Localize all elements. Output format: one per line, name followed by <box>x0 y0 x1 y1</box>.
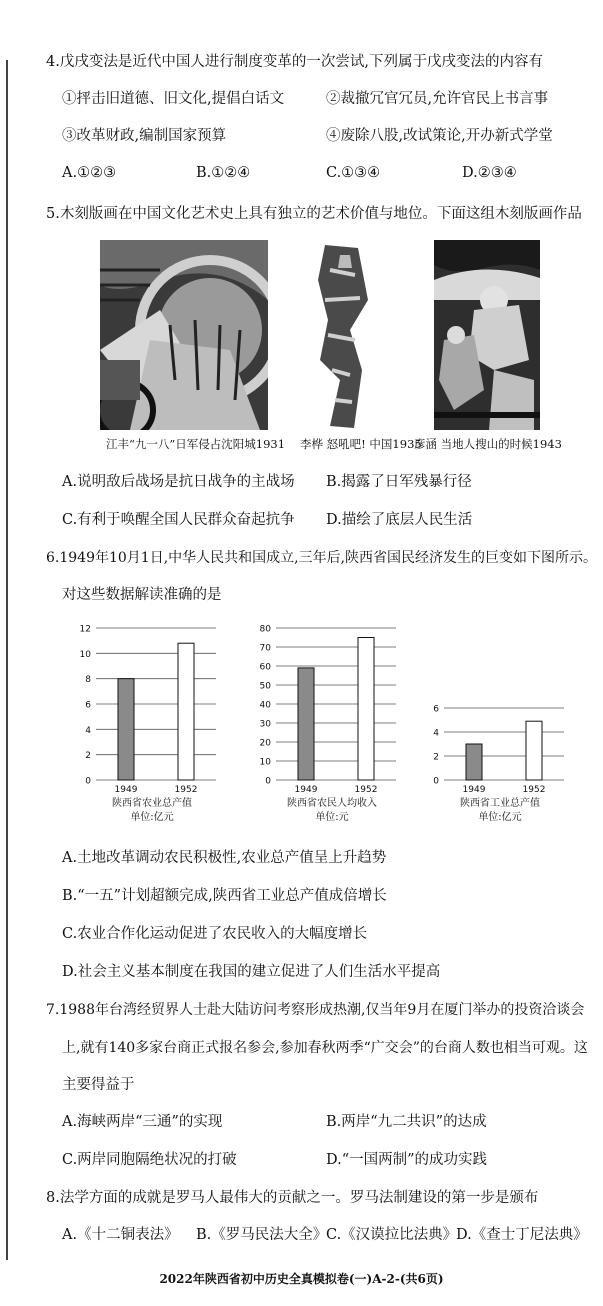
bar-1952 <box>526 721 542 780</box>
bar-1949 <box>466 744 482 780</box>
q6-option-d: D.社会主义基本制度在我国的建立促进了人们生活水平提高 <box>62 964 441 980</box>
page-footer: 2022年陕西省初中历史全真模拟卷(一)A-2-(共6页) <box>159 1272 444 1286</box>
chart-farmer-income <box>254 618 414 830</box>
y-tick-label: 40 <box>259 700 271 711</box>
q8-option-a: A.《十二铜表法》 <box>62 1227 179 1243</box>
q8-option-d: D.《查士丁尼法典》 <box>456 1227 588 1243</box>
q4-option-a: A.①②③ <box>62 165 117 181</box>
y-tick-label: 8 <box>85 675 91 686</box>
unit-label: 单位:元 <box>315 812 349 823</box>
q5-stem: 5.木刻版画在中国文化艺术史上具有独立的艺术价值与地位。下面这组木刻版画作品 <box>46 206 582 222</box>
y-tick-label: 6 <box>85 700 91 711</box>
margin-rule <box>6 60 8 1260</box>
unit-label: 单位:亿元 <box>478 812 522 823</box>
q8-option-b: B.《罗马民法大全》 <box>196 1227 328 1243</box>
q5-caption-3: 彦涵 当地人搜山的时候1943 <box>414 437 562 451</box>
y-tick-label: 4 <box>85 725 91 736</box>
q6-option-a: A.土地改革调动农民积极性,农业总产值呈上升趋势 <box>62 850 387 866</box>
x-axis-label: 陕西省工业总产值 <box>460 798 540 809</box>
bar-1952 <box>358 638 374 781</box>
x-tick-label: 1952 <box>354 785 378 795</box>
q6-option-c: C.农业合作化运动促进了农民收入的大幅度增长 <box>62 926 368 942</box>
q4-item-3: ③改革财政,编制国家预算 <box>62 128 227 144</box>
q4-option-d: D.②③④ <box>462 165 517 181</box>
y-tick-label: 0 <box>433 776 439 787</box>
q7-option-a: A.海峡两岸“三通”的实现 <box>62 1114 223 1130</box>
y-tick-label: 0 <box>265 776 271 787</box>
q4-item-2: ②裁撤冗官冗员,允许官民上书言事 <box>326 91 549 107</box>
woodcut-roar-china-image <box>310 240 376 430</box>
bar-1952 <box>178 643 194 780</box>
x-axis-label: 陕西省农民人均收入 <box>287 798 377 809</box>
x-tick-label: 1949 <box>114 785 138 795</box>
chart-agricultural-output <box>70 618 240 830</box>
bar-1949 <box>298 668 314 780</box>
q4-option-b: B.①②④ <box>196 165 251 181</box>
y-tick-label: 0 <box>85 776 91 787</box>
y-tick-label: 4 <box>433 728 439 739</box>
q6-option-b: B.“一五”计划超额完成,陕西省工业总产值成倍增长 <box>62 888 387 904</box>
unit-label: 单位:亿元 <box>130 812 174 823</box>
y-tick-label: 20 <box>259 738 271 749</box>
q5-option-c: C.有利于唤醒全国人民群众奋起抗争 <box>62 512 295 528</box>
q6-stem: 6.1949年10月1日,中华人民共和国成立,三年后,陕西省国民经济发生的巨变如下图所示。 <box>46 550 598 566</box>
q7-line-1: 7.1988年台湾经贸界人士赴大陆访问考察形成热潮,仅当年9月在厦门举办的投资洽谈会 <box>46 1002 585 1018</box>
y-tick-label: 70 <box>259 643 271 654</box>
y-tick-label: 10 <box>79 649 91 660</box>
x-tick-label: 1949 <box>462 785 486 795</box>
x-axis-label: 陕西省农业总产值 <box>112 798 192 809</box>
woodcut-search-mountain-image <box>434 240 540 430</box>
q4-stem: 4.戊戌变法是近代中国人进行制度变革的一次尝试,下列属于戊戌变法的内容有 <box>46 54 543 70</box>
y-tick-label: 12 <box>79 624 91 635</box>
q5-caption-2: 李桦 怒吼吧! 中国1935 <box>300 437 422 451</box>
q7-option-d: D.“一国两制”的成功实践 <box>326 1152 488 1168</box>
q8-stem: 8.法学方面的成就是罗马人最伟大的贡献之一。罗马法制建设的第一步是颁布 <box>46 1190 539 1206</box>
woodcut-shenyang-image <box>100 240 268 430</box>
q4-option-c: C.①③④ <box>326 165 381 181</box>
q5-option-a: A.说明敌后战场是抗日战争的主战场 <box>62 474 295 490</box>
y-tick-label: 10 <box>259 757 271 768</box>
y-tick-label: 60 <box>259 662 271 673</box>
x-tick-label: 1952 <box>174 785 198 795</box>
q7-option-b: B.两岸“九二共识”的达成 <box>326 1114 487 1130</box>
q5-caption-1: 江丰“九一八”日军侵占沈阳城1931 <box>106 437 286 451</box>
q8-option-c: C.《汉谟拉比法典》 <box>326 1227 458 1243</box>
q7-line-2: 上,就有140多家台商正式报名参会,参加春秋两季“广交会”的台商人数也相当可观。这 <box>62 1040 588 1056</box>
x-tick-label: 1949 <box>294 785 318 795</box>
y-tick-label: 2 <box>433 752 439 763</box>
y-tick-label: 2 <box>85 751 91 762</box>
q5-option-b: B.揭露了日军残暴行径 <box>326 474 472 490</box>
y-tick-label: 30 <box>259 719 271 730</box>
q7-option-c: C.两岸同胞隔绝状况的打破 <box>62 1152 237 1168</box>
y-tick-label: 6 <box>433 704 439 715</box>
x-tick-label: 1952 <box>522 785 546 795</box>
q4-item-4: ④废除八股,改试策论,开办新式学堂 <box>326 128 553 144</box>
q4-item-1: ①抨击旧道德、旧文化,提倡白话文 <box>62 91 285 107</box>
q5-option-d: D.描绘了底层人民生活 <box>326 512 473 528</box>
q6-stem-2: 对这些数据解读准确的是 <box>62 587 222 603</box>
chart-industrial-output <box>430 700 580 830</box>
y-tick-label: 80 <box>259 624 271 635</box>
y-tick-label: 50 <box>259 681 271 692</box>
bar-1949 <box>118 679 134 780</box>
q7-line-3: 主要得益于 <box>62 1077 135 1093</box>
